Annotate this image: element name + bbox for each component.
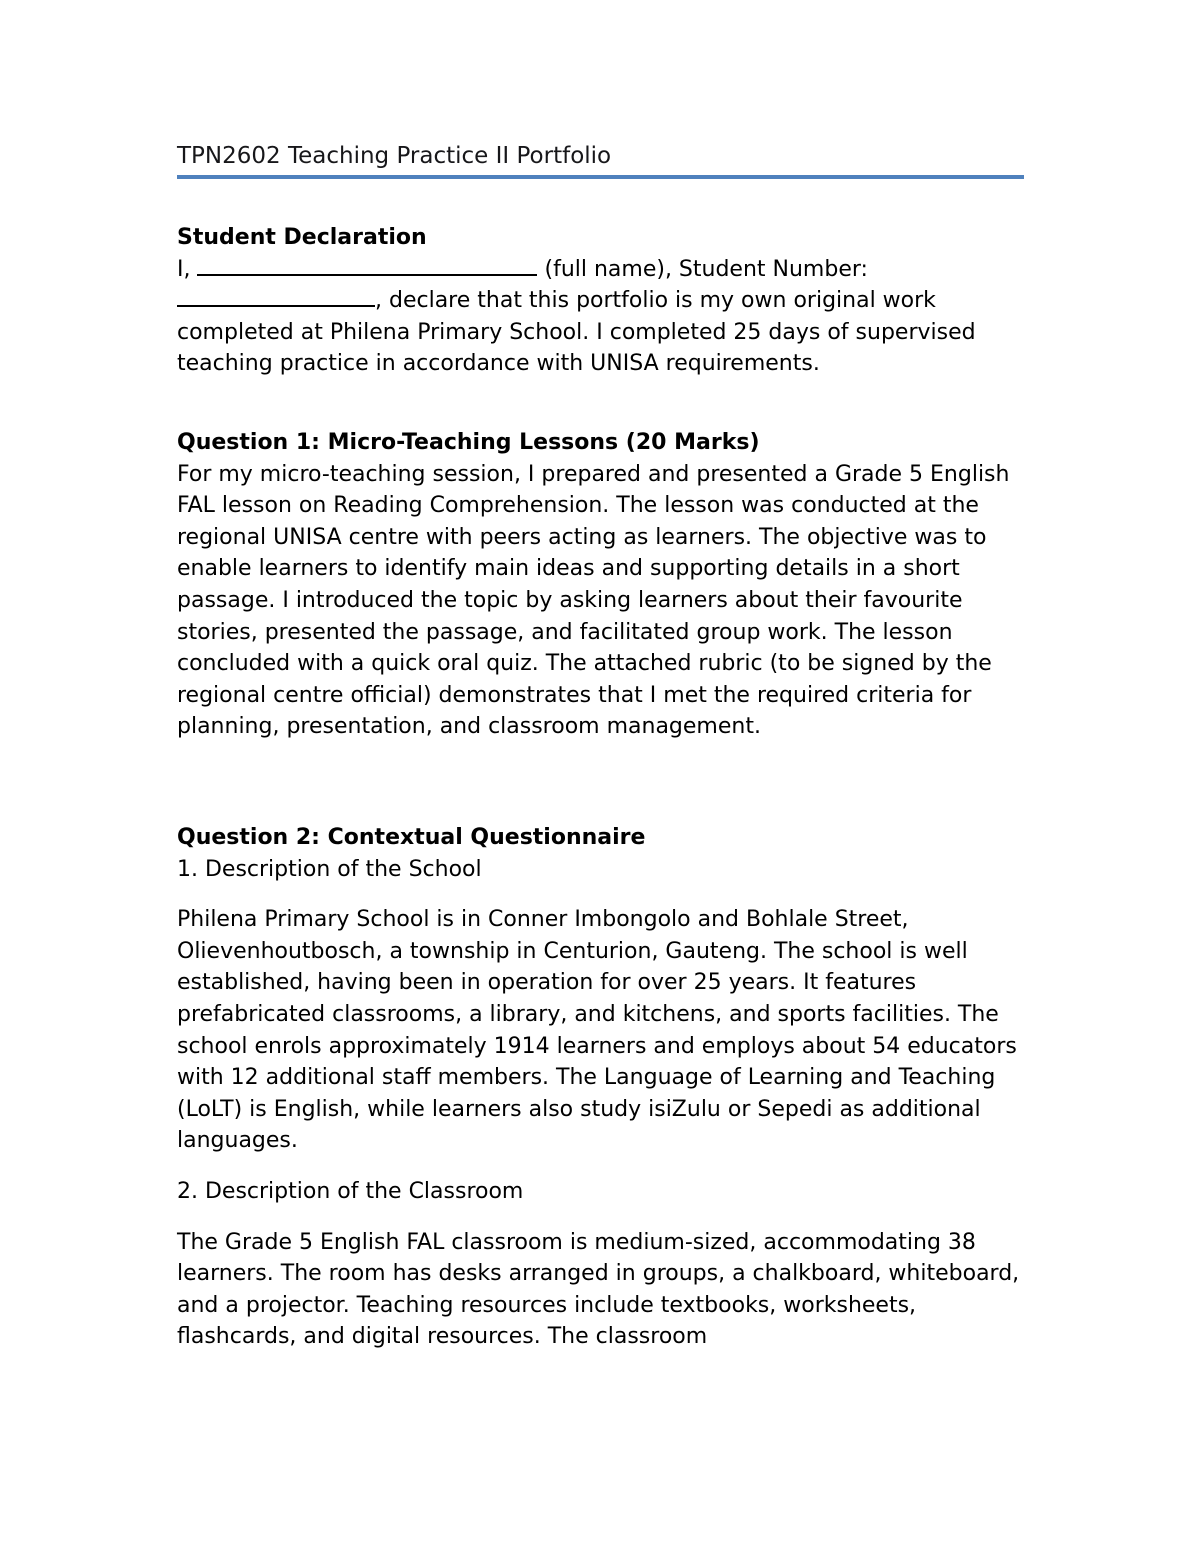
declaration-heading: Student Declaration — [177, 225, 427, 250]
question-2-section — [177, 822, 1027, 1353]
question-1-body: For my micro-teaching session, I prepared and presented a Grade 5 English FAL lesson on Reading Comprehension. The lesson was conducted at the regional UNISA centre with peers acting as learners. The objective was to enable learners to identify main ideas and supporting details in a short passage. I introduced the topic by asking learners about their favourite stories, presented the passage, and facilitated group work. The lesson concluded with a quick oral quiz. The attached rubric (to be signed by the regional centre official) demonstrates that I met the required criteria for planning, presentation, and classroom management. — [177, 461, 1010, 740]
title-divider — [177, 175, 1024, 179]
school-description-text: Philena Primary School is in Conner Imbongolo and Bohlale Street, Olievenhoutbosch, a township in Centurion, Gauteng. The school is well established, having been in operation for over 25 years. It features prefabricated classrooms, a library, and kitchens, and sports facilities. The school enrols approximately 1914 learners and employs about 54 educators with 12 additional staff members. The Language of Learning and Teaching (LoLT) is English, while learners also study isiZulu or Sepedi as additional languages. — [177, 907, 1017, 1154]
student-declaration-section — [177, 222, 1027, 380]
declaration-text — [177, 254, 1027, 380]
classroom-description-subheading: 2. Description of the Classroom — [177, 1178, 524, 1204]
document-title: TPN2602 Teaching Practice II Portfolio — [177, 143, 612, 169]
question-1-heading: Question 1: Micro-Teaching Lessons (20 Marks) — [177, 430, 760, 455]
school-description-subheading: 1. Description of the School — [177, 856, 482, 882]
full-name-label: (full name), Student Number: — [544, 256, 868, 282]
question-1-section — [177, 427, 1027, 743]
student-number-blank — [177, 285, 375, 307]
full-name-blank — [197, 254, 537, 276]
declaration-prefix: I, — [177, 256, 191, 282]
question-2-heading: Question 2: Contextual Questionnaire — [177, 825, 646, 850]
declaration-body: , declare that this portfolio is my own original work completed at Philena Primary School. I completed 25 days of supervised teaching practice in accordance with UNISA requirements. — [177, 288, 976, 377]
classroom-description-text: The Grade 5 English FAL classroom is medium-sized, accommodating 38 learners. The room has desks arranged in groups, a chalkboard, whiteboard, and a projector. Teaching resources include textbooks, worksheets, flashcards, and digital resources. The classroom — [177, 1229, 1020, 1350]
